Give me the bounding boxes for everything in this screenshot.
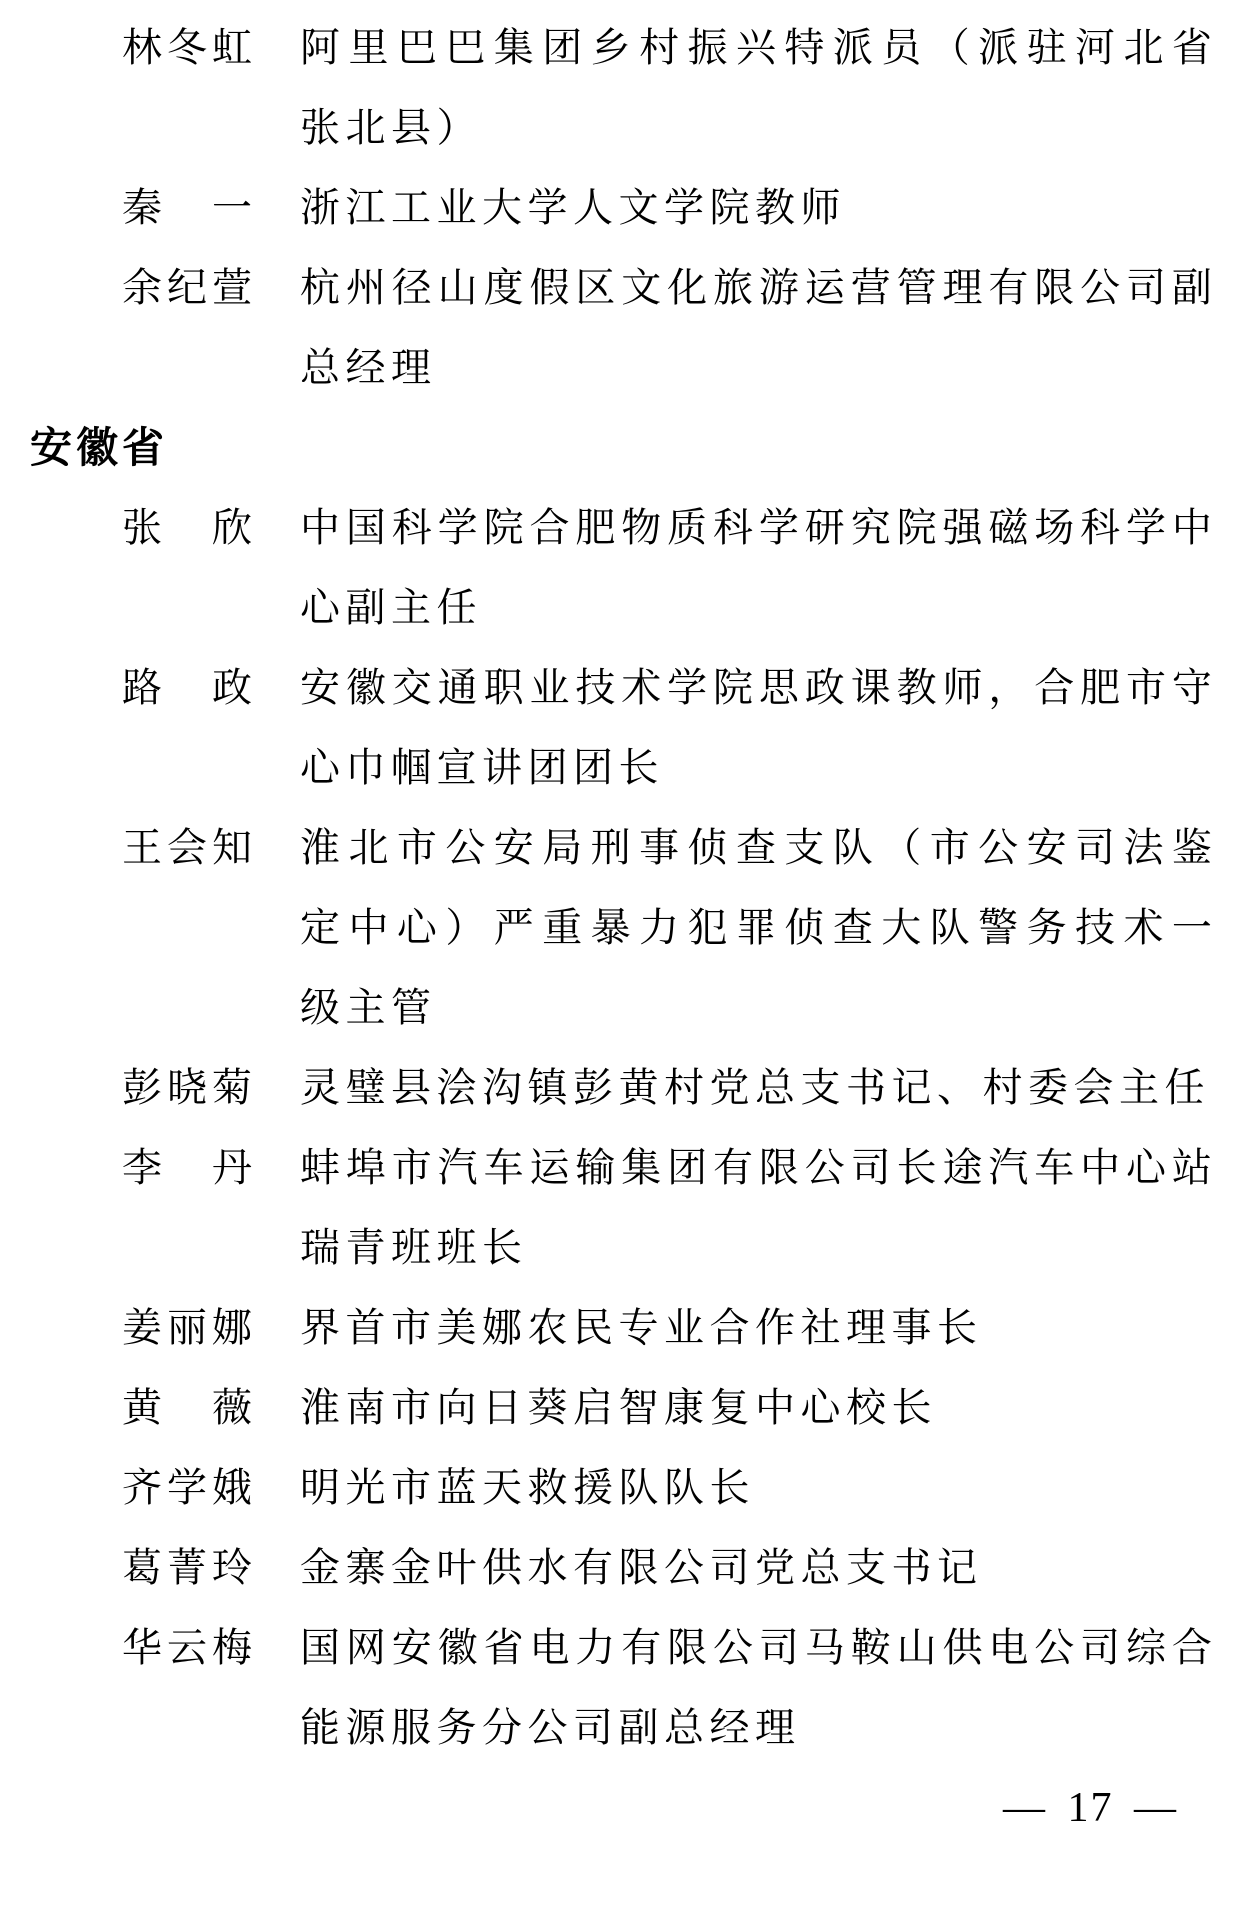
person-title-continuation: 能源服务分公司副总经理	[300, 1705, 801, 1750]
person-title: 淮南市向日葵启智康复中心校长	[300, 1385, 937, 1430]
person-title: 中 国 科 学 院 合 肥 物 质 科 学 研 究 院 强 磁 场 科 学 中	[300, 505, 1212, 550]
person-title: 明光市蓝天救援队队长	[300, 1465, 755, 1510]
person-title: 国 网 安 徽 省 电 力 有 限 公 司 马 鞍 山 供 电 公 司 综 合	[300, 1625, 1212, 1670]
list-entry	[30, 808, 1210, 888]
person-title: 界首市美娜农民专业合作社理事长	[300, 1305, 983, 1350]
person-title: 安 徽 交 通 职 业 技 术 学 院 思 政 课 教 师 ， 合 肥 市 守	[300, 665, 1212, 710]
person-title: 灵璧县浍沟镇彭黄村党总支书记、村委会主任	[300, 1065, 1210, 1110]
person-title: 阿 里 巴 巴 集 团 乡 村 振 兴 特 派 员 （ 派 驻 河 北 省	[300, 25, 1212, 70]
person-name: 彭 晓 菊	[122, 1065, 252, 1110]
person-title: 金寨金叶供水有限公司党总支书记	[300, 1545, 983, 1590]
person-name: 林 冬 虹	[122, 25, 252, 70]
list-entry	[30, 1368, 1210, 1448]
person-title: 蚌 埠 市 汽 车 运 输 集 团 有 限 公 司 长 途 汽 车 中 心 站	[300, 1145, 1212, 1190]
honor-roll-list	[30, 8, 1210, 1848]
person-title: 浙江工业大学人文学院教师	[300, 185, 846, 230]
person-title-continuation: 瑞青班班长	[300, 1225, 528, 1270]
list-entry-continuation	[30, 88, 1210, 168]
list-entry-continuation	[30, 1208, 1210, 1288]
person-name: 葛 菁 玲	[122, 1545, 252, 1590]
province-header-row	[30, 408, 1210, 488]
person-name: 李 丹	[122, 1145, 252, 1190]
person-title-continuation: 心副主任	[300, 585, 482, 630]
list-entry	[30, 248, 1210, 328]
list-entry-continuation	[30, 1688, 1210, 1768]
list-entry	[30, 1048, 1210, 1128]
person-name: 路 政	[122, 665, 252, 710]
person-name: 王 会 知	[122, 825, 252, 870]
person-title: 淮 北 市 公 安 局 刑 事 侦 查 支 队 （ 市 公 安 司 法 鉴	[300, 825, 1212, 870]
list-entry	[30, 1288, 1210, 1368]
list-entry-continuation	[30, 568, 1210, 648]
list-entry	[30, 648, 1210, 728]
person-name: 秦 一	[122, 185, 252, 230]
list-entry	[30, 168, 1210, 248]
person-name: 姜 丽 娜	[122, 1305, 252, 1350]
person-title: 杭 州 径 山 度 假 区 文 化 旅 游 运 营 管 理 有 限 公 司 副	[300, 265, 1212, 310]
person-title-continuation: 定 中 心 ） 严 重 暴 力 犯 罪 侦 查 大 队 警 务 技 术 一	[300, 905, 1212, 950]
list-entry	[30, 8, 1210, 88]
list-entry-continuation	[30, 888, 1210, 968]
person-name: 华 云 梅	[122, 1625, 252, 1670]
list-entry-continuation	[30, 968, 1210, 1048]
person-title-continuation: 心巾帼宣讲团团长	[300, 745, 664, 790]
list-entry-continuation	[30, 328, 1210, 408]
person-name: 余 纪 萱	[122, 265, 252, 310]
list-entry	[30, 1528, 1210, 1608]
list-entry-continuation	[30, 728, 1210, 808]
person-title-continuation: 总经理	[300, 345, 437, 390]
list-entry	[30, 1448, 1210, 1528]
page-footer-row	[30, 1768, 1210, 1848]
person-name: 黄 薇	[122, 1385, 252, 1430]
person-title-continuation: 级主管	[300, 985, 437, 1030]
list-entry	[30, 488, 1210, 568]
person-title-continuation: 张北县）	[300, 105, 482, 150]
page-number: — 17 —	[1003, 1785, 1178, 1831]
province-header: 安徽省	[30, 424, 169, 471]
list-entry	[30, 1608, 1210, 1688]
person-name: 张 欣	[122, 505, 252, 550]
person-name: 齐 学 娥	[122, 1465, 252, 1510]
list-entry	[30, 1128, 1210, 1208]
